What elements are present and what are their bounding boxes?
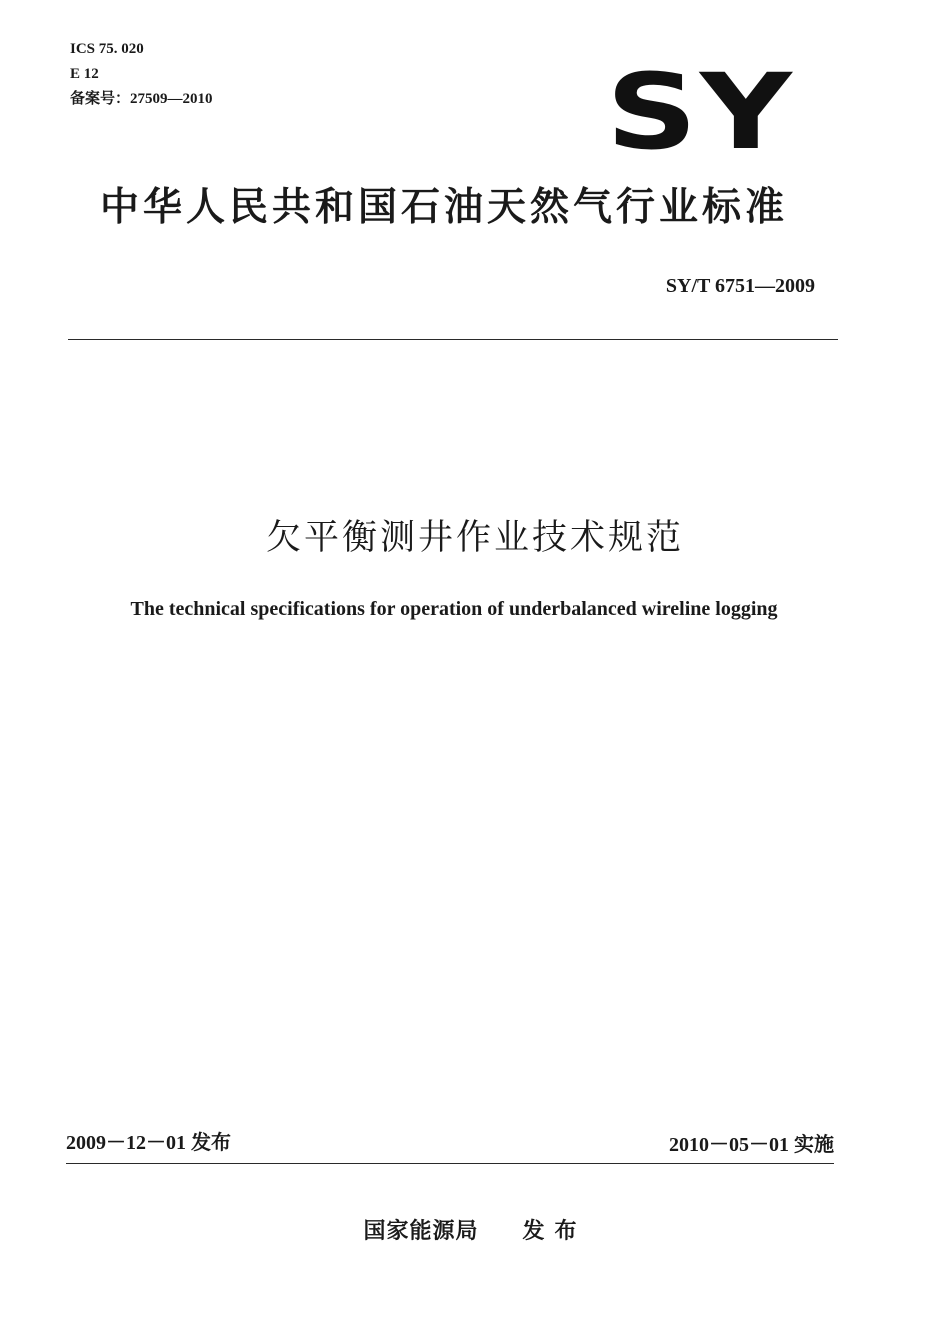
publisher-name: 国家能源局 [363,1219,479,1244]
publisher-action: 发布 [522,1219,587,1244]
issue-date: 2009－12－01 发布 [66,1132,231,1154]
sy-logo: SY [606,51,795,173]
industry-standard-title: 中华人民共和国石油天然气行业标准 [100,185,789,230]
document-title-chinese: 欠平衡测井作业技术规范 [265,518,684,558]
publisher-block [0,1214,950,1245]
standard-number: SY/T 6751—2009 [665,275,815,297]
category-code: E 12 [70,66,99,82]
record-number: 备案号：27509—2010 [70,91,213,107]
top-divider [68,339,838,340]
implementation-date: 2010－05－01 实施 [669,1134,834,1156]
bottom-divider [66,1163,834,1164]
document-title-english: The technical specifications for operation of underbalanced wireline logging [130,598,778,620]
ics-code: ICS 75. 020 [70,41,144,57]
